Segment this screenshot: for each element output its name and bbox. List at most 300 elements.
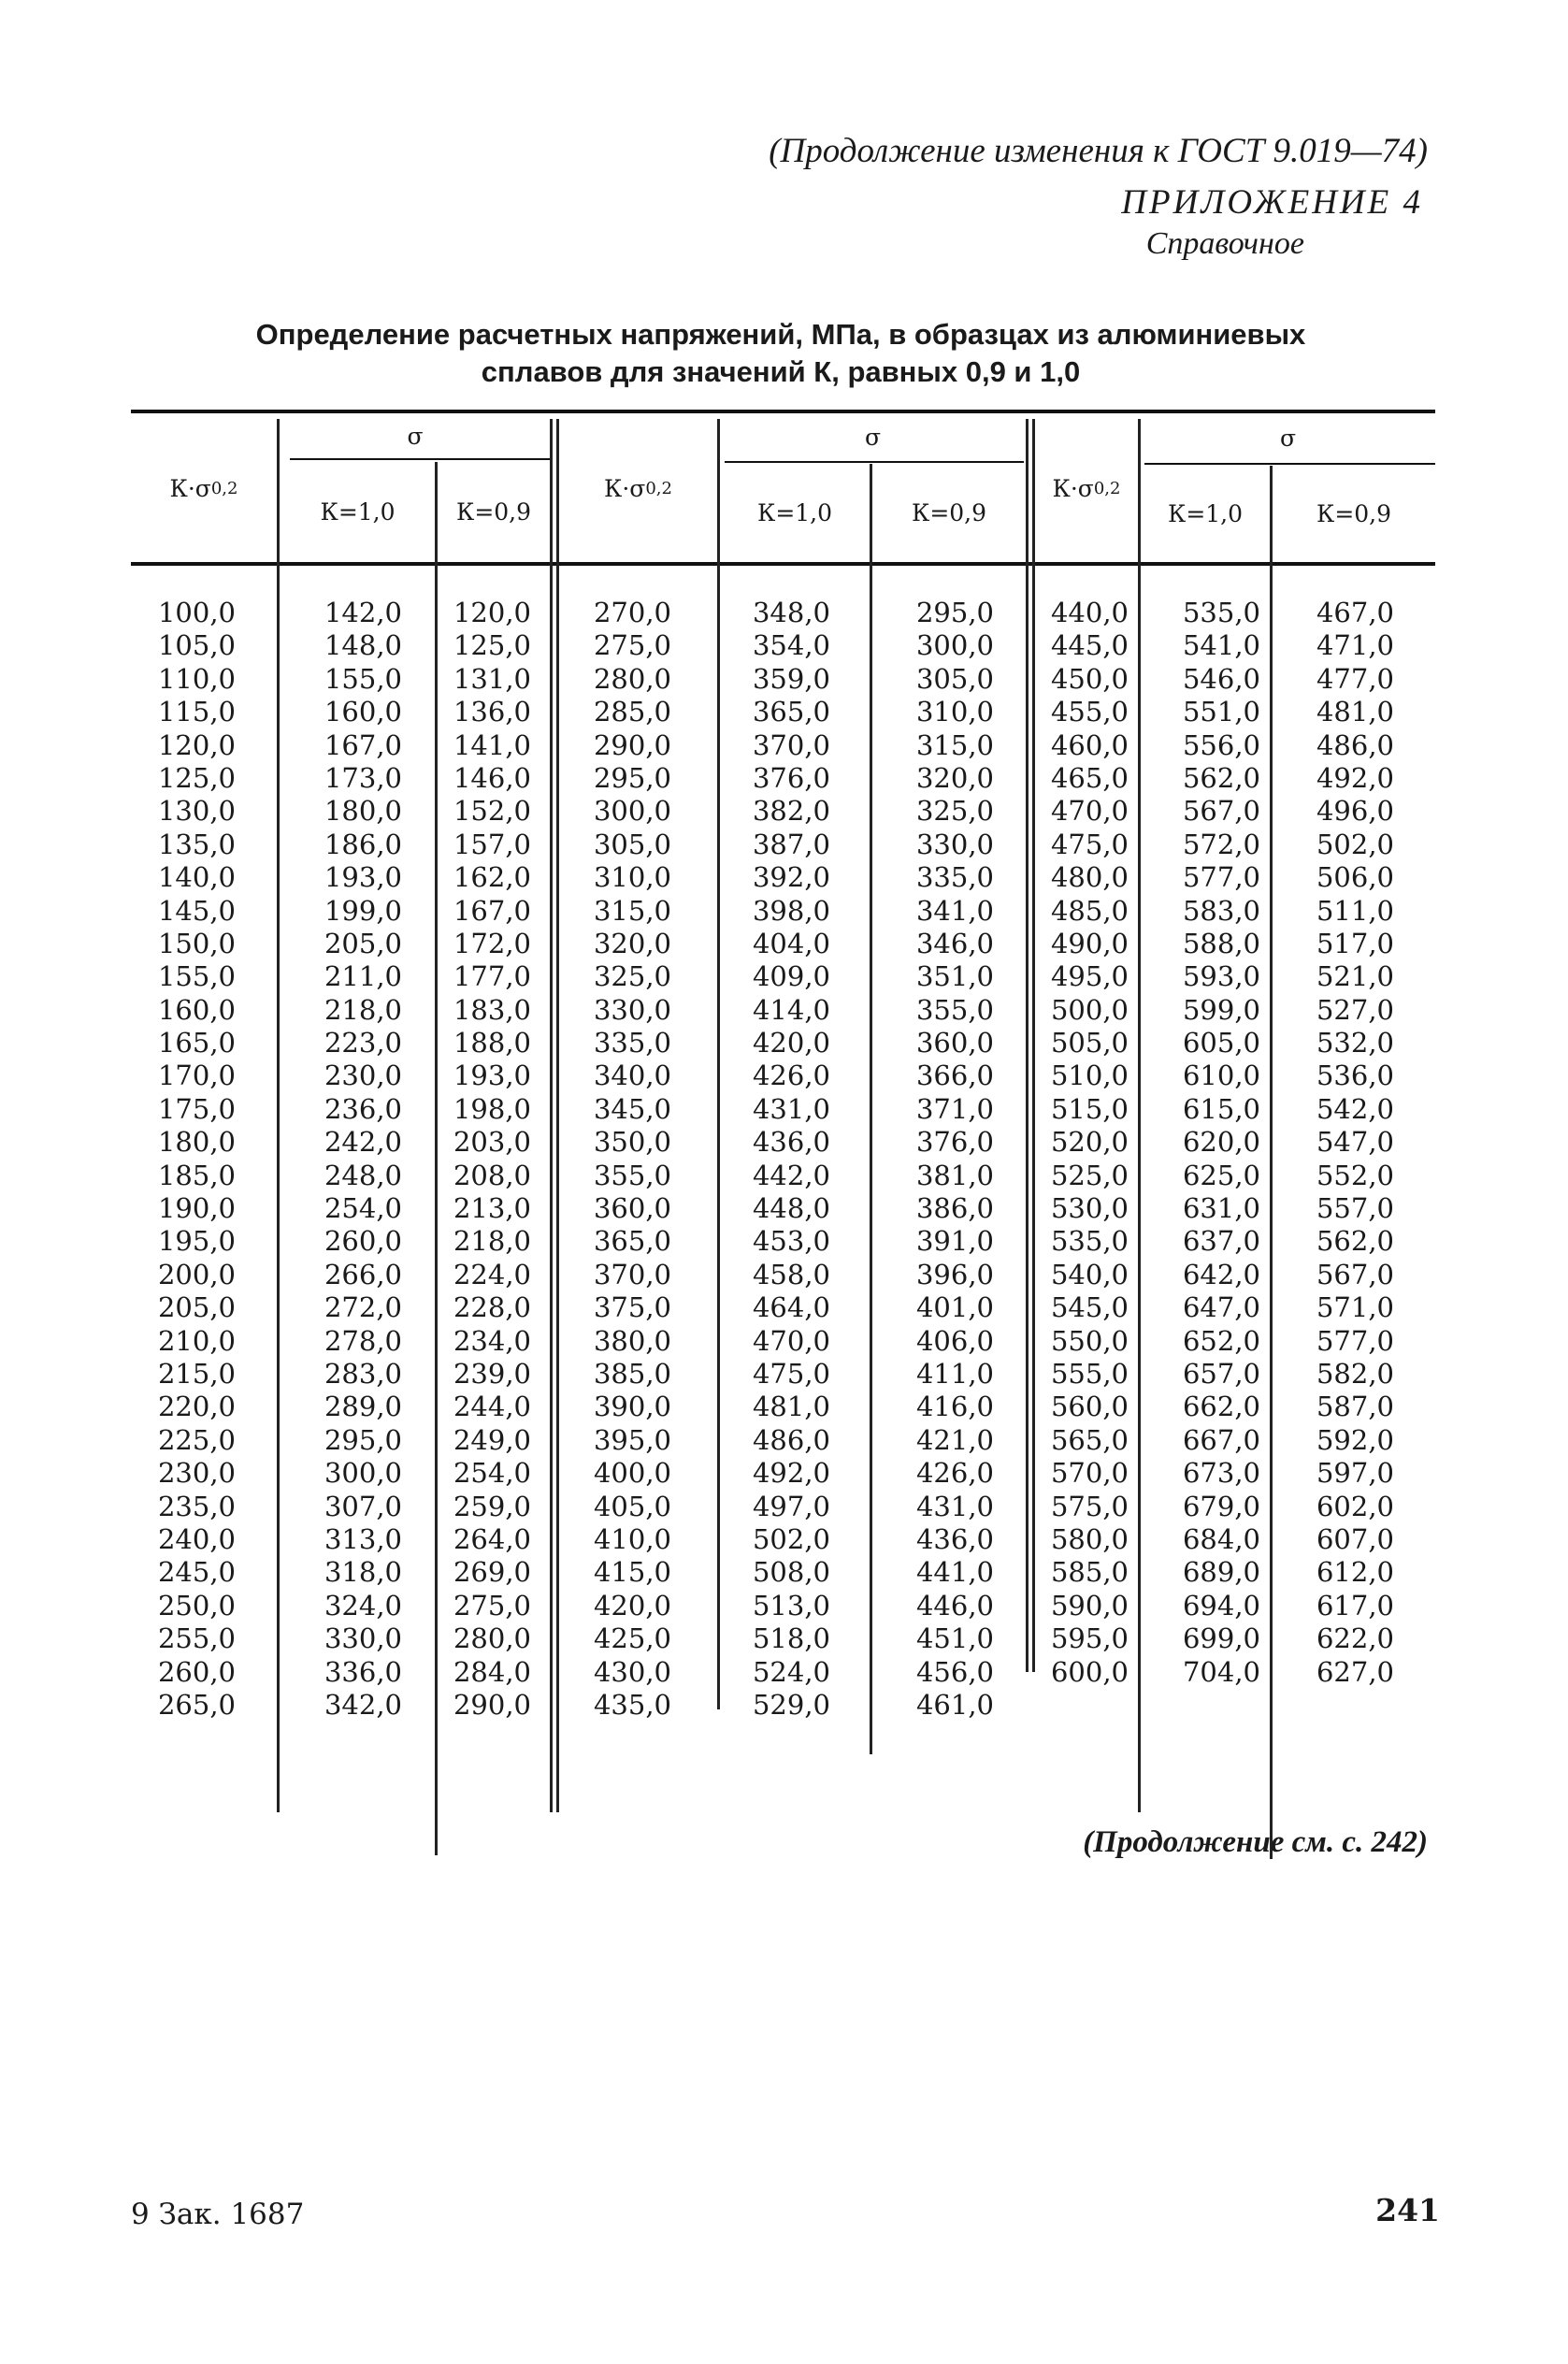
table-cell: 141,0 xyxy=(453,728,531,761)
table-cell: 590,0 xyxy=(1050,1589,1129,1622)
table-cell: 602,0 xyxy=(1316,1490,1394,1522)
header-k10-text: К=1,0 xyxy=(1167,500,1244,527)
appendix-label: ПРИЛОЖЕНИЕ 4 xyxy=(1121,183,1423,222)
table-cell: 486,0 xyxy=(1316,728,1394,761)
table-cell: 453,0 xyxy=(752,1225,830,1258)
table-cell: 235,0 xyxy=(157,1490,236,1522)
table-cell: 355,0 xyxy=(915,993,994,1026)
header-k10 xyxy=(281,461,435,562)
table-cell: 684,0 xyxy=(1182,1522,1260,1555)
table-cell: 278,0 xyxy=(324,1324,402,1357)
table-cell: 385,0 xyxy=(593,1357,671,1390)
header-k09-text: К=0,9 xyxy=(1316,500,1392,527)
table-cell: 155,0 xyxy=(324,662,402,695)
column-k09 xyxy=(1273,597,1394,1689)
table-cell: 155,0 xyxy=(157,960,236,993)
table-cell: 146,0 xyxy=(453,761,531,794)
table-cell: 464,0 xyxy=(752,1291,830,1324)
table-cell: 445,0 xyxy=(1050,629,1129,662)
table-cell: 375,0 xyxy=(593,1291,671,1324)
table-cell: 345,0 xyxy=(593,1092,671,1125)
table-cell: 577,0 xyxy=(1316,1324,1394,1357)
table-cell: 392,0 xyxy=(752,861,830,894)
table-cell: 289,0 xyxy=(324,1391,402,1423)
table-cell: 203,0 xyxy=(453,1126,531,1159)
table-cell: 689,0 xyxy=(1182,1556,1260,1589)
table-cell: 525,0 xyxy=(1050,1159,1129,1191)
table-cell: 360,0 xyxy=(915,1027,994,1059)
table-cell: 260,0 xyxy=(324,1225,402,1258)
table-cell: 255,0 xyxy=(157,1622,236,1655)
table-cell: 420,0 xyxy=(752,1027,830,1059)
header-k10 xyxy=(720,464,870,562)
table-cell: 481,0 xyxy=(1316,696,1394,728)
table-cell: 180,0 xyxy=(157,1126,236,1159)
table-cell: 396,0 xyxy=(915,1258,994,1290)
table-cell: 657,0 xyxy=(1182,1357,1260,1390)
table-cell: 485,0 xyxy=(1050,894,1129,927)
table-cell: 190,0 xyxy=(157,1192,236,1225)
table-cell: 515,0 xyxy=(1050,1092,1129,1125)
table-cell: 157,0 xyxy=(453,828,531,860)
table-cell: 492,0 xyxy=(752,1457,830,1490)
table-cell: 607,0 xyxy=(1316,1522,1394,1555)
table-cell: 330,0 xyxy=(324,1622,402,1655)
table-cell: 505,0 xyxy=(1050,1027,1129,1059)
column-k09 xyxy=(872,597,994,1722)
table-cell: 436,0 xyxy=(752,1126,830,1159)
table-cell: 518,0 xyxy=(752,1622,830,1655)
table-cell: 183,0 xyxy=(453,993,531,1026)
table-cell: 307,0 xyxy=(324,1490,402,1522)
table-cell: 195,0 xyxy=(157,1225,236,1258)
table-cell: 320,0 xyxy=(593,927,671,959)
table-cell: 610,0 xyxy=(1182,1059,1260,1092)
table-cell: 115,0 xyxy=(157,696,236,728)
table-cell: 570,0 xyxy=(1050,1457,1129,1490)
table-cell: 275,0 xyxy=(453,1589,531,1622)
table-cell: 511,0 xyxy=(1316,894,1394,927)
table-cell: 330,0 xyxy=(593,993,671,1026)
table-cell: 662,0 xyxy=(1182,1391,1260,1423)
table-cell: 567,0 xyxy=(1182,795,1260,828)
table-cell: 415,0 xyxy=(593,1556,671,1589)
column-k-sigma xyxy=(559,597,671,1722)
table-cell: 406,0 xyxy=(915,1324,994,1357)
table-cell: 185,0 xyxy=(157,1159,236,1191)
table-cell: 305,0 xyxy=(915,662,994,695)
table-cell: 465,0 xyxy=(1050,761,1129,794)
table-cell: 266,0 xyxy=(324,1258,402,1290)
table-cell: 300,0 xyxy=(915,629,994,662)
column-k-sigma xyxy=(131,597,236,1722)
table-cell: 346,0 xyxy=(915,927,994,959)
column-k09 xyxy=(438,597,531,1722)
table-cell: 500,0 xyxy=(1050,993,1129,1026)
table-cell: 193,0 xyxy=(453,1059,531,1092)
table-cell: 495,0 xyxy=(1050,960,1129,993)
table-cell: 410,0 xyxy=(593,1522,671,1555)
table-cell: 248,0 xyxy=(324,1159,402,1191)
sigma-divider-3 xyxy=(1144,463,1435,465)
table-cell: 366,0 xyxy=(915,1059,994,1092)
table-cell: 562,0 xyxy=(1182,761,1260,794)
table-cell: 442,0 xyxy=(752,1159,830,1191)
table-title-line-2: сплавов для значений К, равных 0,9 и 1,0 xyxy=(481,355,1081,388)
sigma-divider-1 xyxy=(290,458,550,460)
table-cell: 370,0 xyxy=(593,1258,671,1290)
table-cell: 340,0 xyxy=(593,1059,671,1092)
table-cell: 283,0 xyxy=(324,1357,402,1390)
table-cell: 620,0 xyxy=(1182,1126,1260,1159)
column-k-sigma xyxy=(1035,597,1129,1689)
header-sigma-text: σ xyxy=(1279,424,1297,452)
table-cell: 188,0 xyxy=(453,1027,531,1059)
table-cell: 376,0 xyxy=(915,1126,994,1159)
table-cell: 245,0 xyxy=(157,1556,236,1589)
table-cell: 148,0 xyxy=(324,629,402,662)
table-cell: 642,0 xyxy=(1182,1258,1260,1290)
table-cell: 300,0 xyxy=(593,795,671,828)
header-k-sigma-text: К·σ xyxy=(603,474,646,502)
table-cell: 593,0 xyxy=(1182,960,1260,993)
table-cell: 667,0 xyxy=(1182,1423,1260,1456)
header-k-sigma xyxy=(131,413,277,563)
table-cell: 542,0 xyxy=(1316,1092,1394,1125)
table-cell: 440,0 xyxy=(1050,597,1129,628)
table-cell: 254,0 xyxy=(324,1192,402,1225)
header-sigma-text: σ xyxy=(407,422,424,450)
table-cell: 627,0 xyxy=(1316,1655,1394,1688)
table-cell: 210,0 xyxy=(157,1324,236,1357)
table-cell: 254,0 xyxy=(453,1457,531,1490)
table-cell: 420,0 xyxy=(593,1589,671,1622)
header-sigma-text: σ xyxy=(864,423,882,451)
table-cell: 535,0 xyxy=(1182,597,1260,628)
table-cell: 521,0 xyxy=(1316,960,1394,993)
column-divider-3a xyxy=(550,419,553,1812)
table-cell: 223,0 xyxy=(324,1027,402,1059)
table-cell: 284,0 xyxy=(453,1655,531,1688)
table-cell: 421,0 xyxy=(915,1423,994,1456)
table-cell: 617,0 xyxy=(1316,1589,1394,1622)
table-cell: 350,0 xyxy=(593,1126,671,1159)
table-cell: 167,0 xyxy=(453,894,531,927)
table-cell: 395,0 xyxy=(593,1423,671,1456)
table-cell: 490,0 xyxy=(1050,927,1129,959)
table-cell: 513,0 xyxy=(752,1589,830,1622)
continuation-header: (Продолжение изменения к ГОСТ 9.019—74) xyxy=(769,132,1428,170)
table-cell: 475,0 xyxy=(752,1357,830,1390)
table-cell: 240,0 xyxy=(157,1522,236,1555)
table-cell: 359,0 xyxy=(752,662,830,695)
table-cell: 625,0 xyxy=(1182,1159,1260,1191)
header-k09-text: К=0,9 xyxy=(455,497,532,526)
table-cell: 517,0 xyxy=(1316,927,1394,959)
table-cell: 105,0 xyxy=(157,629,236,662)
table-cell: 142,0 xyxy=(324,597,402,628)
table-cell: 401,0 xyxy=(915,1291,994,1324)
table-cell: 213,0 xyxy=(453,1192,531,1225)
table-cell: 448,0 xyxy=(752,1192,830,1225)
table-cell: 211,0 xyxy=(324,960,402,993)
table-cell: 131,0 xyxy=(453,662,531,695)
table-cell: 280,0 xyxy=(453,1622,531,1655)
header-k-sigma-sub: 0,2 xyxy=(1093,478,1121,498)
header-sigma xyxy=(281,413,550,458)
table-cell: 456,0 xyxy=(915,1655,994,1688)
table-cell: 557,0 xyxy=(1316,1192,1394,1225)
column-k10 xyxy=(281,597,402,1722)
table-cell: 572,0 xyxy=(1182,828,1260,860)
table-cell: 285,0 xyxy=(593,696,671,728)
table-cell: 588,0 xyxy=(1182,927,1260,959)
table-cell: 431,0 xyxy=(915,1490,994,1522)
table-cell: 300,0 xyxy=(324,1457,402,1490)
table-cell: 414,0 xyxy=(752,993,830,1026)
table-cell: 135,0 xyxy=(157,828,236,860)
table-cell: 236,0 xyxy=(324,1092,402,1125)
table-cell: 120,0 xyxy=(157,728,236,761)
table-cell: 382,0 xyxy=(752,795,830,828)
header-k10-text: К=1,0 xyxy=(756,499,833,526)
table-cell: 230,0 xyxy=(324,1059,402,1092)
header-k09 xyxy=(438,461,550,562)
header-sigma xyxy=(1141,413,1435,462)
table-cell: 173,0 xyxy=(324,761,402,794)
table-cell: 269,0 xyxy=(453,1556,531,1589)
table-cell: 398,0 xyxy=(752,894,830,927)
table-cell: 575,0 xyxy=(1050,1490,1129,1522)
table-header-rule xyxy=(131,562,1435,566)
table-cell: 599,0 xyxy=(1182,993,1260,1026)
table-cell: 391,0 xyxy=(915,1225,994,1258)
column-k10 xyxy=(720,597,830,1722)
table-cell: 565,0 xyxy=(1050,1423,1129,1456)
table-cell: 502,0 xyxy=(1316,828,1394,860)
column-divider-6a xyxy=(1026,419,1029,1672)
table-cell: 136,0 xyxy=(453,696,531,728)
table-cell: 470,0 xyxy=(752,1324,830,1357)
header-k10 xyxy=(1141,466,1270,562)
table-cell: 325,0 xyxy=(593,960,671,993)
table-cell: 315,0 xyxy=(593,894,671,927)
table-cell: 486,0 xyxy=(752,1423,830,1456)
header-k-sigma-text: К·σ xyxy=(1052,474,1094,502)
table-cell: 426,0 xyxy=(915,1457,994,1490)
table-cell: 455,0 xyxy=(1050,696,1129,728)
table-cell: 446,0 xyxy=(915,1589,994,1622)
table-cell: 280,0 xyxy=(593,662,671,695)
table-cell: 592,0 xyxy=(1316,1423,1394,1456)
table-cell: 324,0 xyxy=(324,1589,402,1622)
table-cell: 530,0 xyxy=(1050,1192,1129,1225)
table-cell: 290,0 xyxy=(453,1688,531,1721)
table-cell: 461,0 xyxy=(915,1688,994,1721)
table-cell: 260,0 xyxy=(157,1655,236,1688)
table-cell: 224,0 xyxy=(453,1258,531,1290)
table-cell: 555,0 xyxy=(1050,1357,1129,1390)
table-cell: 365,0 xyxy=(752,696,830,728)
table-cell: 411,0 xyxy=(915,1357,994,1390)
table-cell: 550,0 xyxy=(1050,1324,1129,1357)
table-cell: 524,0 xyxy=(752,1655,830,1688)
table-cell: 165,0 xyxy=(157,1027,236,1059)
table-cell: 295,0 xyxy=(324,1423,402,1456)
table-cell: 228,0 xyxy=(453,1291,531,1324)
table-cell: 313,0 xyxy=(324,1522,402,1555)
continued-note: (Продолжение см. с. 242) xyxy=(1083,1825,1428,1859)
table-cell: 354,0 xyxy=(752,629,830,662)
table-cell: 492,0 xyxy=(1316,761,1394,794)
table-cell: 694,0 xyxy=(1182,1589,1260,1622)
table-cell: 652,0 xyxy=(1182,1324,1260,1357)
table-cell: 120,0 xyxy=(453,597,531,628)
table-cell: 497,0 xyxy=(752,1490,830,1522)
table-cell: 435,0 xyxy=(593,1688,671,1721)
table-cell: 290,0 xyxy=(593,728,671,761)
table-cell: 458,0 xyxy=(752,1258,830,1290)
table-cell: 200,0 xyxy=(157,1258,236,1290)
table-cell: 348,0 xyxy=(752,597,830,628)
table-cell: 647,0 xyxy=(1182,1291,1260,1324)
table-cell: 318,0 xyxy=(324,1556,402,1589)
table-cell: 425,0 xyxy=(593,1622,671,1655)
table-cell: 540,0 xyxy=(1050,1258,1129,1290)
table-cell: 577,0 xyxy=(1182,861,1260,894)
table-cell: 242,0 xyxy=(324,1126,402,1159)
table-cell: 387,0 xyxy=(752,828,830,860)
table-cell: 249,0 xyxy=(453,1423,531,1456)
table-cell: 400,0 xyxy=(593,1457,671,1490)
table-cell: 145,0 xyxy=(157,894,236,927)
table-cell: 351,0 xyxy=(915,960,994,993)
table-cell: 605,0 xyxy=(1182,1027,1260,1059)
table-cell: 152,0 xyxy=(453,795,531,828)
table-cell: 527,0 xyxy=(1316,993,1394,1026)
table-cell: 441,0 xyxy=(915,1556,994,1589)
table-cell: 275,0 xyxy=(593,629,671,662)
table-cell: 370,0 xyxy=(752,728,830,761)
table-cell: 551,0 xyxy=(1182,696,1260,728)
header-k09 xyxy=(872,464,1026,562)
table-cell: 532,0 xyxy=(1316,1027,1394,1059)
table-cell: 508,0 xyxy=(752,1556,830,1589)
table-cell: 520,0 xyxy=(1050,1126,1129,1159)
header-k10-text: К=1,0 xyxy=(320,497,396,526)
table-cell: 180,0 xyxy=(324,795,402,828)
table-cell: 556,0 xyxy=(1182,728,1260,761)
table-cell: 110,0 xyxy=(157,662,236,695)
table-cell: 170,0 xyxy=(157,1059,236,1092)
table-cell: 130,0 xyxy=(157,795,236,828)
table-cell: 305,0 xyxy=(593,828,671,860)
table-cell: 583,0 xyxy=(1182,894,1260,927)
table-cell: 471,0 xyxy=(1316,629,1394,662)
header-k09-text: К=0,9 xyxy=(911,499,987,526)
table-cell: 265,0 xyxy=(157,1688,236,1721)
column-k10 xyxy=(1141,597,1260,1689)
table-cell: 622,0 xyxy=(1316,1622,1394,1655)
table-cell: 335,0 xyxy=(915,861,994,894)
table-cell: 612,0 xyxy=(1316,1556,1394,1589)
table-cell: 585,0 xyxy=(1050,1556,1129,1589)
table-cell: 320,0 xyxy=(915,761,994,794)
table-cell: 208,0 xyxy=(453,1159,531,1191)
header-k-sigma-text: К·σ xyxy=(169,474,211,502)
table-cell: 172,0 xyxy=(453,927,531,959)
table-cell: 244,0 xyxy=(453,1391,531,1423)
column-divider-1 xyxy=(277,419,280,1812)
header-k-sigma-sub: 0,2 xyxy=(645,478,672,498)
table-cell: 295,0 xyxy=(593,761,671,794)
table-cell: 162,0 xyxy=(453,861,531,894)
table-cell: 502,0 xyxy=(752,1522,830,1555)
table-cell: 560,0 xyxy=(1050,1391,1129,1423)
table-cell: 336,0 xyxy=(324,1655,402,1688)
table-cell: 404,0 xyxy=(752,927,830,959)
table-cell: 342,0 xyxy=(324,1688,402,1721)
table-cell: 580,0 xyxy=(1050,1522,1129,1555)
table-cell: 699,0 xyxy=(1182,1622,1260,1655)
table-cell: 150,0 xyxy=(157,927,236,959)
table-cell: 218,0 xyxy=(453,1225,531,1258)
table-cell: 390,0 xyxy=(593,1391,671,1423)
table-cell: 295,0 xyxy=(915,597,994,628)
table-cell: 125,0 xyxy=(453,629,531,662)
table-cell: 360,0 xyxy=(593,1192,671,1225)
table-cell: 186,0 xyxy=(324,828,402,860)
table-cell: 460,0 xyxy=(1050,728,1129,761)
table-cell: 175,0 xyxy=(157,1092,236,1125)
table-cell: 272,0 xyxy=(324,1291,402,1324)
table-cell: 215,0 xyxy=(157,1357,236,1390)
table-cell: 600,0 xyxy=(1050,1655,1129,1688)
table-cell: 325,0 xyxy=(915,795,994,828)
header-k-sigma-sub: 0,2 xyxy=(210,478,238,498)
table-cell: 381,0 xyxy=(915,1159,994,1191)
order-number: 9 Зак. 1687 xyxy=(131,2198,305,2231)
table-cell: 230,0 xyxy=(157,1457,236,1490)
header-k09 xyxy=(1273,466,1435,562)
table-cell: 545,0 xyxy=(1050,1291,1129,1324)
table-cell: 335,0 xyxy=(593,1027,671,1059)
table-cell: 177,0 xyxy=(453,960,531,993)
table-cell: 481,0 xyxy=(752,1391,830,1423)
table-cell: 341,0 xyxy=(915,894,994,927)
table-cell: 679,0 xyxy=(1182,1490,1260,1522)
table-cell: 552,0 xyxy=(1316,1159,1394,1191)
table-cell: 225,0 xyxy=(157,1423,236,1456)
table-cell: 100,0 xyxy=(157,597,236,628)
table-cell: 310,0 xyxy=(915,696,994,728)
header-k-sigma xyxy=(559,413,717,563)
header-sigma xyxy=(720,413,1026,460)
table-cell: 205,0 xyxy=(324,927,402,959)
table-cell: 405,0 xyxy=(593,1490,671,1522)
table-cell: 535,0 xyxy=(1050,1225,1129,1258)
table-cell: 431,0 xyxy=(752,1092,830,1125)
table-cell: 430,0 xyxy=(593,1655,671,1688)
table-cell: 160,0 xyxy=(324,696,402,728)
table-cell: 355,0 xyxy=(593,1159,671,1191)
table-cell: 536,0 xyxy=(1316,1059,1394,1092)
table-cell: 250,0 xyxy=(157,1589,236,1622)
table-cell: 704,0 xyxy=(1182,1655,1260,1688)
table-cell: 562,0 xyxy=(1316,1225,1394,1258)
table-cell: 220,0 xyxy=(157,1391,236,1423)
table-cell: 315,0 xyxy=(915,728,994,761)
